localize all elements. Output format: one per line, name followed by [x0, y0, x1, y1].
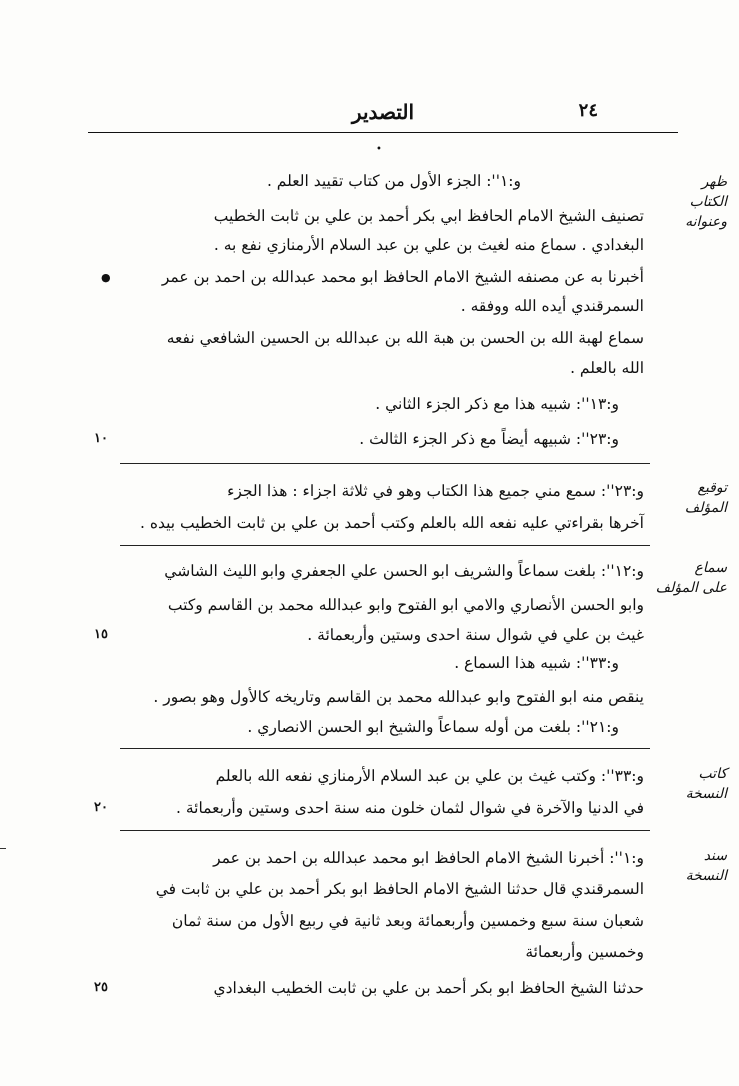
text-line: و:١'': الجزء الأول من كتاب تقييد العلم . [266, 172, 521, 190]
text-line: و:٣٣'': وكتب غيث بن علي بن عبد السلام الأرمنازي نفعه الله بالعلم [215, 767, 644, 785]
text-line: السمرقندي أيده الله ووفقه . [460, 297, 644, 315]
text-line: آخرها بقراءتي عليه نفعه الله بالعلم وكتب أحمد بن علي بن ثابت الخطيب بيده . [140, 514, 644, 532]
bullet-mark: ● [101, 271, 111, 284]
text-line: سماع لهبة الله بن الحسن بن هبة الله بن عبدالله بن الحسين الشافعي نفعه [166, 329, 644, 347]
scan-edge-mark [0, 848, 6, 849]
line-number: ٢٠ [94, 800, 108, 815]
text-line: السمرقندي قال حدثنا الشيخ الامام الحافظ ابو بكر أحمد بن علي بن ثابت في [155, 880, 644, 898]
text-line: تصنيف الشيخ الامام الحافظ ابي بكر أحمد بن علي بن ثابت الخطيب [213, 207, 644, 225]
text-line: أخبرنا به عن مصنفه الشيخ الامام الحافظ ابو محمد عبدالله بن احمد بن عمر [161, 268, 644, 286]
page-number: ٢٤ [578, 100, 598, 121]
section-rule [120, 830, 650, 831]
text-line: و:١٢'': بلغت سماعاً والشريف ابو الحسن علي الجعفري وابو الليث الشاشي [164, 562, 644, 580]
margin-label-copyist: كاتب النسخة [685, 766, 727, 802]
text-line: شعبان سنة سبع وخمسين وأربعمائة وبعد ثانية في ربيع الأول من سنة ثمان [171, 912, 644, 930]
section-rule [120, 463, 650, 464]
line-number: ١٠ [94, 431, 108, 446]
margin-label-cover: ظهر الكتاب وعنوانه [685, 174, 727, 230]
line-number: ٢٥ [94, 980, 108, 995]
text-line: و:١٣'': شبيه هذا مع ذكر الجزء الثاني . [375, 395, 619, 413]
text-line: ينقص منه ابو الفتوح وابو عبدالله محمد بن القاسم وتاريخه كالأول وهو بصور . [153, 688, 644, 706]
text-line: الله بالعلم . [570, 359, 644, 377]
text-line: و:٢١'': بلغت من أوله سماعاً والشيخ ابو الحسن الانصاري . [247, 718, 619, 736]
text-line: في الدنيا والآخرة في شوال لثمان خلون منه سنة احدى وستين وأربعمائة . [175, 799, 644, 817]
text-line: و:١'': أخبرنا الشيخ الامام الحافظ ابو محمد عبدالله بن احمد بن عمر [213, 849, 644, 867]
page-header [88, 100, 678, 128]
section-rule [120, 545, 650, 546]
text-line: و:٣٣'': شبيه هذا السماع . [454, 654, 619, 672]
text-line: البغدادي . سماع منه لغيث بن علي بن عبد السلام الأرمنازي نفع به . [213, 236, 644, 254]
margin-label-chain: سند النسخة [685, 848, 727, 884]
text-line: وخمسين وأربعمائة [525, 943, 644, 961]
ink-dot: • [376, 144, 382, 155]
text-line: حدثنا الشيخ الحافظ ابو بكر أحمد بن علي بن ثابت الخطيب البغدادي [213, 979, 644, 997]
margin-label-audition: سماع على المؤلف [655, 560, 727, 596]
header-rule [88, 132, 678, 133]
text-line: و:٢٣'': شبيهه أيضاً مع ذكر الجزء الثالث . [359, 430, 619, 448]
text-line: وابو الحسن الأنصاري والامي ابو الفتوح وابو عبدالله محمد بن القاسم وكتب [167, 596, 644, 614]
line-number: ١٥ [94, 627, 108, 642]
text-line: غيث بن علي في شوال سنة احدى وستين وأربعمائة . [307, 626, 644, 644]
page-title: التصدير [351, 100, 415, 124]
text-line: و:٢٣'': سمع مني جميع هذا الكتاب وهو في ثلاثة اجزاء : هذا الجزء [227, 482, 644, 500]
margin-label-signature: توقيع المؤلف [684, 480, 727, 516]
section-rule [120, 748, 650, 749]
